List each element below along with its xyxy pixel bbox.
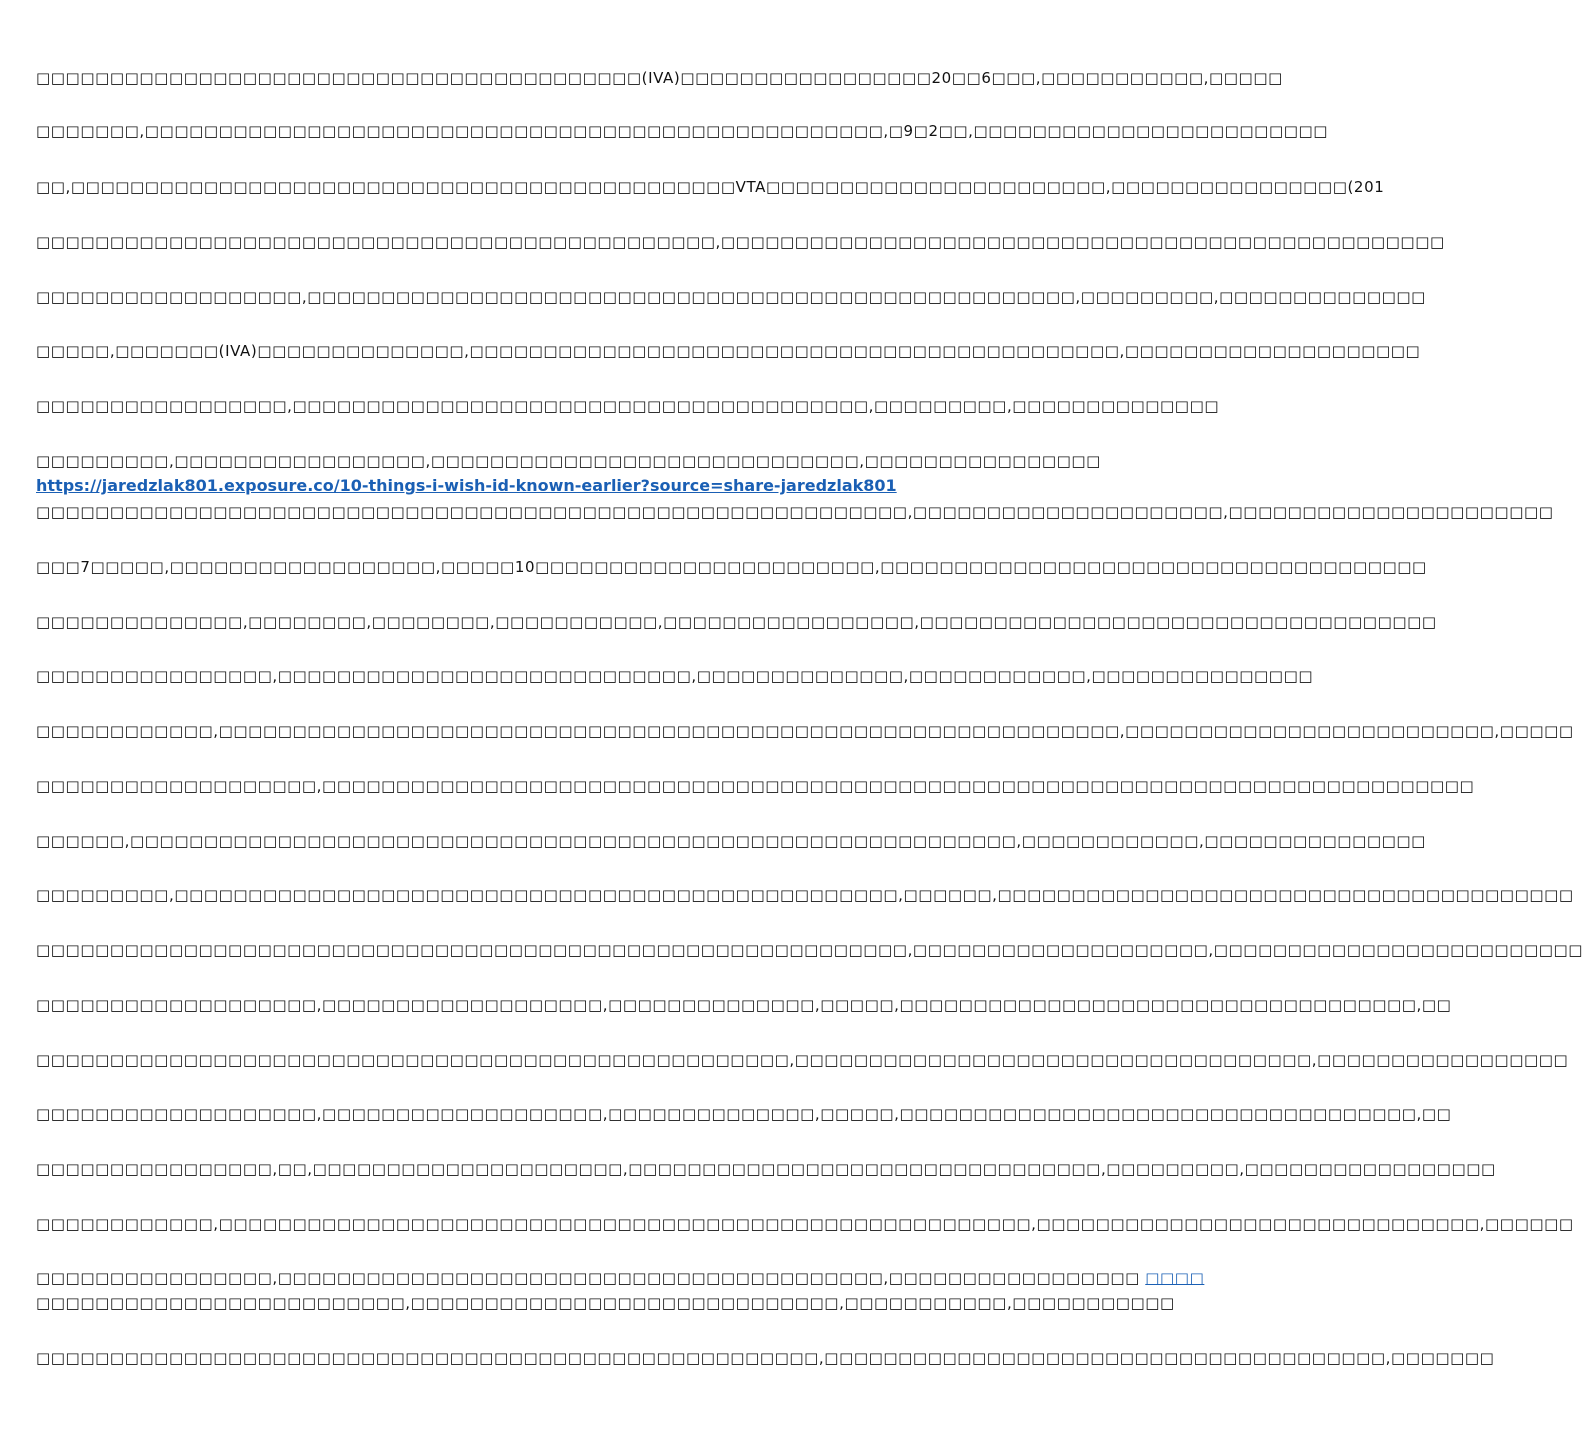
paragraph-line: □□□□□□□□□□□□□□□□□□□□□□□□□□□□□□□□□□□□□□□□□□□□□□,□□□□□□□□□□□□□□□□□□□□□□□□□□□□□□□□□□□□□□□□□□□□□□□□□ bbox=[36, 233, 1445, 251]
paragraph-line: □□□□□□□□□□□□□□□□,□□,□□□□□□□□□□□□□□□□□□□□□,□□□□□□□□□□□□□□□□□□□□□□□□□□□□□□□□,□□□□□□□□□,□□□□□□□□□□□□□□□□□ bbox=[36, 1160, 1496, 1178]
paragraph-line: □□□□□□□□□□□□□□□□□□□□□□□□□□□□□□□□□□□□□□□□□□□□□□□□□□□□□,□□□□□□□□□□□□□□□□□□□□□□□□□□□□□□□□□□□□□□,□□□□□□□ bbox=[36, 1349, 1495, 1367]
paragraph-line: □□□□□□□□□□□□□□□□□□□,□□□□□□□□□□□□□□□□□□□□□□□□□□□□□□□□□□□□□□□□□□□□□□□□□□□□□□□□□□□□□□□□□□□□□□□□□□□□□□ bbox=[36, 777, 1475, 795]
paragraph-line: □□□□□□□□□,□□□□□□□□□□□□□□□□□,□□□□□□□□□□□□□□□□□□□□□□□□□□□□□,□□□□□□□□□□□□□□□□ bbox=[36, 452, 1101, 470]
paragraph-line: □□□□□□□□□□□□□□□□□□□□□□□□□□□□□□□□□□□□□□□□□(IVA)□□□□□□□□□□□□□□□□□20□□6□□□,□□□□□□□□□□□,□□□□□ bbox=[36, 69, 1283, 87]
paragraph-line: □□□□□□□□□□□□□□□□□□□□□□□□□□□□□□□□□□□□□□□□□□□□□□□□□□□,□□□□□□□□□□□□□□□□□□□□□□□□□□□□□□□□□□□,□□□□□□□□□□□□□□□□□ bbox=[36, 1051, 1569, 1069]
paragraph-line: □□□□□□□□□□□□□□□□□□,□□□□□□□□□□□□□□□□□□□□□□□□□□□□□□□□□□□□□□□□□□□□□□□□□□□□,□□□□□□□□□,□□□□□□□□□□□□□□ bbox=[36, 288, 1426, 306]
paragraph-text: □□□□□□□□□□□□□□□□,□□□□□□□□□□□□□□□□□□□□□□□□□□□□□□□□□□□□□□□□□,□□□□□□□□□□□□□□□□□ bbox=[36, 1269, 1140, 1287]
paragraph-line: □□□□□□□□□□□□□□□□□□□,□□□□□□□□□□□□□□□□□□□,□□□□□□□□□□□□□□,□□□□□,□□□□□□□□□□□□□□□□□□□□□□□□□□□□□□□□□□□,□□ bbox=[36, 996, 1452, 1014]
inline-link[interactable]: □□□□ bbox=[1145, 1269, 1205, 1287]
paragraph-line: □□,□□□□□□□□□□□□□□□□□□□□□□□□□□□□□□□□□□□□□□□□□□□□□VTA□□□□□□□□□□□□□□□□□□□□□□□,□□□□□□□□□□□□□□□□(201 bbox=[36, 178, 1385, 196]
paragraph-line: □□□7□□□□□,□□□□□□□□□□□□□□□□□□,□□□□□10□□□□□□□□□□□□□□□□□□□□□□□,□□□□□□□□□□□□□□□□□□□□□□□□□□□□□□□□□□□□□ bbox=[36, 558, 1427, 576]
paragraph-line: □□□□□□□,□□□□□□□□□□□□□□□□□□□□□□□□□□□□□□□□□□□□□□□□□□□□□□□□□□,□9□2□□,□□□□□□□□□□□□□□□□□□□□□□□□ bbox=[36, 122, 1329, 140]
paragraph-line: □□□□□□□□□□□□□□□□□□□,□□□□□□□□□□□□□□□□□□□,□□□□□□□□□□□□□□,□□□□□,□□□□□□□□□□□□□□□□□□□□□□□□□□□□□□□□□□□,□□ bbox=[36, 1105, 1452, 1123]
paragraph-line: □□□□□,□□□□□□□(IVA)□□□□□□□□□□□□□□,□□□□□□□□□□□□□□□□□□□□□□□□□□□□□□□□□□□□□□□□□□□□,□□□□□□□□□□□□□□□□□□□□ bbox=[36, 342, 1421, 360]
paragraph-line: □□□□□□□□□□□□□□,□□□□□□□□,□□□□□□□□,□□□□□□□□□□□,□□□□□□□□□□□□□□□□□,□□□□□□□□□□□□□□□□□□□□□□□□□□□□□□□□□□□ bbox=[36, 613, 1437, 631]
paragraph-line: □□□□□□□□□□□□□□□□□,□□□□□□□□□□□□□□□□□□□□□□□□□□□□□□□□□□□□□□□,□□□□□□□□□,□□□□□□□□□□□□□□ bbox=[36, 397, 1220, 415]
paragraph-line: □□□□□□□□□□□□□□□□□□□□□□□□□□□□□□□□□□□□□□□□□□□□□□□□□□□□□□□□□□□,□□□□□□□□□□□□□□□□□□□□,□□□□□□□□□□□□□□□□□□□□□□□□□ bbox=[36, 941, 1583, 959]
paragraph-line: □□□□□□,□□□□□□□□□□□□□□□□□□□□□□□□□□□□□□□□□□□□□□□□□□□□□□□□□□□□□□□□□□□□,□□□□□□□□□□□□,□□□□□□□□□□□□□□□ bbox=[36, 832, 1426, 850]
paragraph-line: □□□□□□□□□□□□□□□□□□□□□□□□□□□□□□□□□□□□□□□□□□□□□□□□□□□□□□□□□□□,□□□□□□□□□□□□□□□□□□□□□,□□□□□□□□□□□□□□□□□□□□□□ bbox=[36, 503, 1554, 521]
paragraph-line: □□□□□□□□□□□□,□□□□□□□□□□□□□□□□□□□□□□□□□□□□□□□□□□□□□□□□□□□□□□□□□□□□□□□□□□□□□,□□□□□□□□□□□□□□□□□□□□□□□□□,□□□□□ bbox=[36, 722, 1574, 740]
paragraph-line-with-link bbox=[36, 1268, 1205, 1288]
article-url-link[interactable]: https://jaredzlak801.exposure.co/10-things-i-wish-id-known-earlier?source=share-jaredzlak801 bbox=[36, 476, 897, 495]
paragraph-line: □□□□□□□□□,□□□□□□□□□□□□□□□□□□□□□□□□□□□□□□□□□□□□□□□□□□□□□□□□□,□□□□□□,□□□□□□□□□□□□□□□□□□□□□□□□□□□□□□□□□□□□□□□ bbox=[36, 886, 1574, 904]
paragraph-line: □□□□□□□□□□□□□□□□,□□□□□□□□□□□□□□□□□□□□□□□□□□□□,□□□□□□□□□□□□□□,□□□□□□□□□□□□,□□□□□□□□□□□□□□□ bbox=[36, 667, 1314, 685]
paragraph-line: □□□□□□□□□□□□,□□□□□□□□□□□□□□□□□□□□□□□□□□□□□□□□□□□□□□□□□□□□□□□□□□□□□□□,□□□□□□□□□□□□□□□□□□□□□□□□□□□□□□,□□□□□□ bbox=[36, 1215, 1574, 1233]
paragraph-line: □□□□□□□□□□□□□□□□□□□□□□□□□,□□□□□□□□□□□□□□□□□□□□□□□□□□□□□,□□□□□□□□□□□,□□□□□□□□□□□ bbox=[36, 1294, 1175, 1312]
